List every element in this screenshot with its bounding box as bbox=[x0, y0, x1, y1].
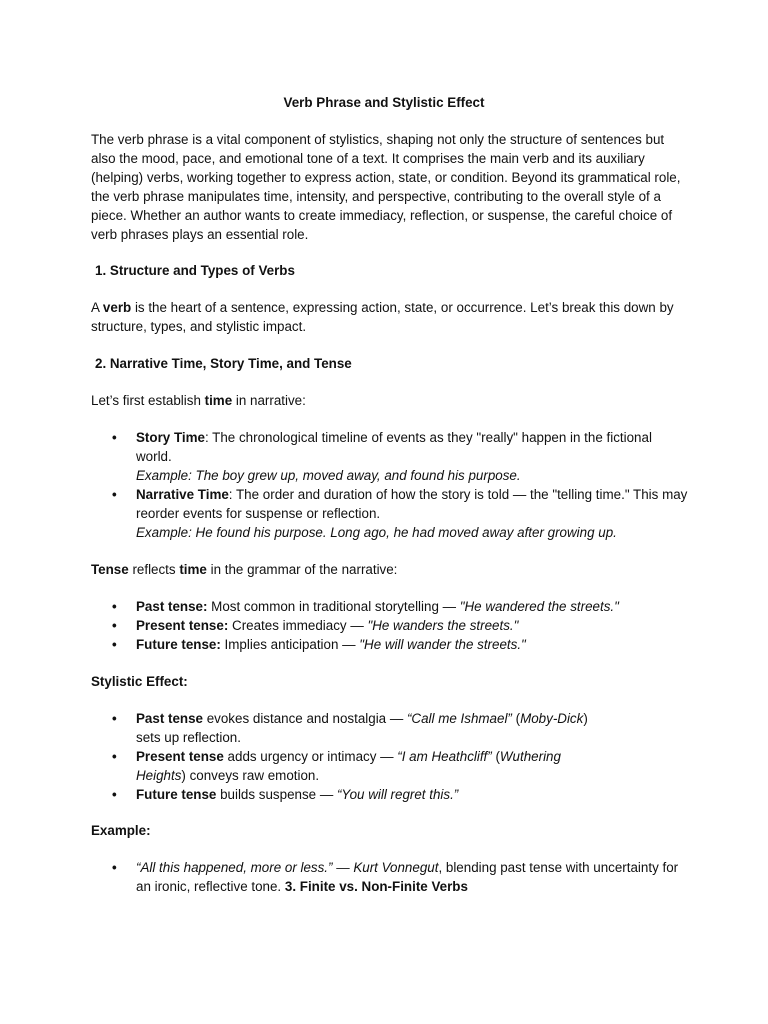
list-item: • Present tense: Creates immediacy — "He wanders the streets." bbox=[91, 617, 691, 636]
list-item: • “All this happened, more or less.” — Kurt Vonnegut, blending past tense with uncertainty for an ironic, reflective tone. 3. Finite vs. Non-Finite Verbs bbox=[112, 860, 679, 894]
verb-term: verb bbox=[102, 300, 132, 315]
list-item: • Past tense: Most common in traditional storytelling — "He wandered the streets." bbox=[91, 598, 691, 617]
time-list bbox=[91, 429, 691, 542]
bullet-icon: • bbox=[112, 486, 117, 502]
section-3-heading: 3. Finite vs. Non-Finite Verbs bbox=[284, 878, 468, 894]
bullet-icon: • bbox=[112, 599, 117, 614]
section-2-heading: 2. Narrative Time, Story Time, and Tense bbox=[95, 356, 352, 371]
list-item: • Narrative Time: The order and duration of how the story is told — the "telling time." This may reorder events for suspense or reflection. Example: He found his purpose. Long ago, he had moved away after growing up. bbox=[112, 486, 688, 540]
bullet-icon: • bbox=[112, 430, 117, 445]
bullet-icon: • bbox=[112, 617, 117, 633]
stylistic-effect-list bbox=[91, 710, 691, 805]
example-text: Example: The boy grew up, moved away, and found his purpose. bbox=[136, 467, 521, 483]
bullet-icon: • bbox=[112, 786, 117, 802]
time-lead-paragraph: Let’s first establish time in narrative: bbox=[91, 393, 306, 408]
stylistic-effect-heading: Stylistic Effect: bbox=[91, 674, 188, 689]
section-1-paragraph: A verb is the heart of a sentence, expressing action, state, or occurrence. Let’s break this down by structure, types, and stylistic impact. bbox=[91, 300, 674, 334]
document-title: Verb Phrase and Stylistic Effect bbox=[283, 95, 485, 110]
list-item: • Future tense: Implies anticipation — "He will wander the streets." bbox=[91, 636, 691, 655]
list-item: • Past tense evokes distance and nostalgia — “Call me Ishmael” (Moby-Dick) sets up reflection. bbox=[112, 711, 588, 745]
bullet-icon: • bbox=[112, 748, 117, 764]
example-list bbox=[91, 859, 691, 897]
tense-lead-paragraph: Tense reflects time in the grammar of the narrative: bbox=[91, 562, 398, 577]
example-heading: Example: bbox=[91, 823, 151, 838]
intro-paragraph: The verb phrase is a vital component of stylistics, shaping not only the structure of sentences but also the mood, pace, and emotional tone of a text. It comprises the main verb and its auxiliary (helping) verbs, working together to express action, state, or condition. Beyond its grammatical role, the verb phrase manipulates time, intensity, and perspective, contributing to the overall style of a piece. Whether an author wants to create immediacy, reflection, or suspense, the careful choice of verb phrases plays an essential role. bbox=[91, 132, 681, 242]
example-text: Example: He found his purpose. Long ago, he had moved away after growing up. bbox=[136, 524, 617, 540]
list-item: • Present tense adds urgency or intimacy — “I am Heathcliff” (Wuthering Heights) conveys raw emotion. bbox=[112, 748, 561, 783]
list-item: • Story Time: The chronological timeline of events as they "really" happen in the fictional world. Example: The boy grew up, moved away, and found his purpose. bbox=[112, 430, 652, 483]
tense-list bbox=[91, 598, 691, 655]
list-item: • Future tense builds suspense — “You will regret this.” bbox=[91, 786, 691, 805]
bullet-icon: • bbox=[112, 711, 117, 726]
bullet-icon: • bbox=[112, 636, 117, 652]
bullet-icon: • bbox=[112, 860, 117, 875]
section-1-heading: 1. Structure and Types of Verbs bbox=[95, 263, 295, 278]
